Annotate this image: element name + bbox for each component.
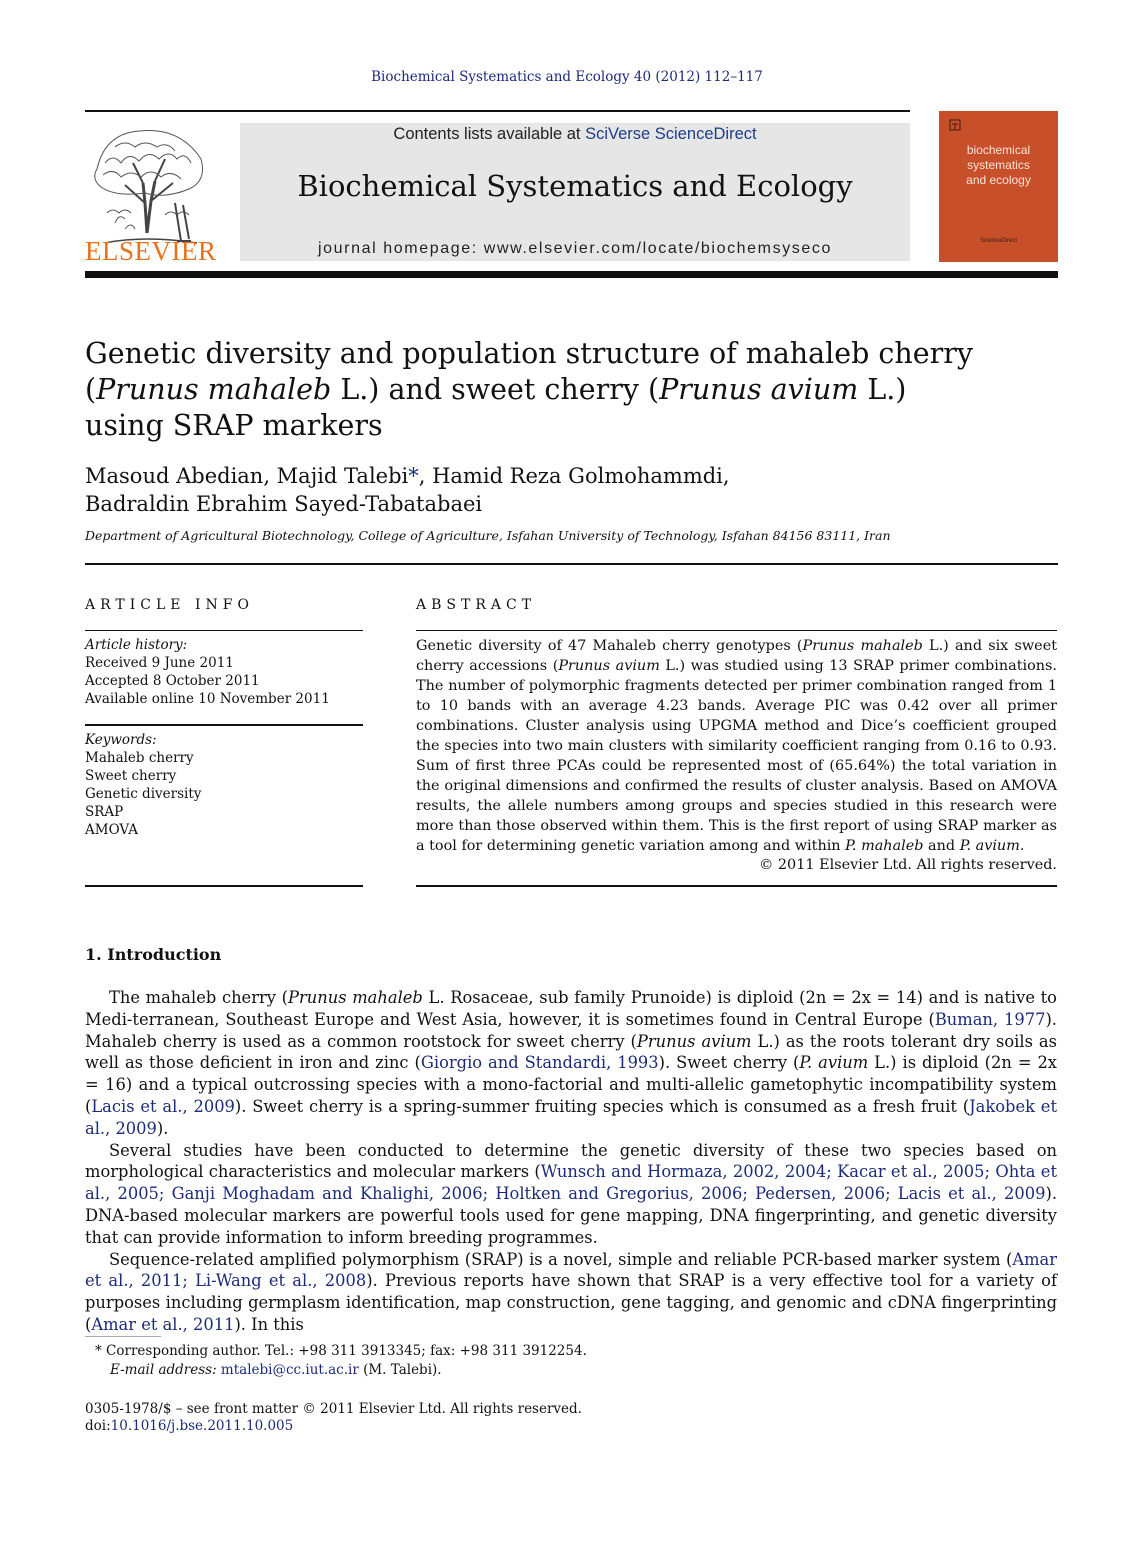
abstract-copyright: © 2011 Elsevier Ltd. All rights reserved. — [758, 857, 1057, 873]
text-run: ). Sweet cherry ( — [658, 1053, 800, 1073]
keyword: Sweet cherry — [85, 768, 177, 784]
title-text: L.) — [858, 373, 907, 406]
affiliation: Department of Agricultural Biotechnology, College of Agriculture, Isfahan University of Technology, Isfahan 84156 83111, Iran — [85, 528, 891, 543]
author-list — [85, 462, 985, 518]
paragraph — [85, 1249, 1057, 1336]
abstract-bottom-rule — [416, 885, 1057, 887]
citation-link[interactable]: Amar et al., 2011; Li-Wang et al., 2008 — [85, 1249, 1057, 1291]
doi-label: doi: — [85, 1418, 111, 1434]
cover-footer: ScienceDirect — [979, 238, 1017, 244]
citation-link[interactable]: Giorgio and Standardi, 1993 — [420, 1053, 659, 1073]
species-name: P. mahaleb — [845, 838, 924, 854]
abstract-heading: ABSTRACT — [416, 597, 537, 613]
citation-link[interactable]: Lacis et al., 2009 — [91, 1096, 235, 1116]
sciencedirect-link[interactable]: SciVerse ScienceDirect — [585, 125, 757, 143]
title-line: using SRAP markers — [85, 409, 383, 442]
running-head[interactable]: Biochemical Systematics and Ecology 40 (2012) 112–117 — [371, 69, 763, 85]
info-rule — [85, 630, 363, 631]
citation-link[interactable]: Amar et al., 2011 — [91, 1314, 235, 1334]
cover-line: biochemical — [966, 143, 1031, 157]
keyword: SRAP — [85, 804, 124, 820]
species-name: P. avium — [799, 1053, 869, 1073]
top-rule — [85, 110, 910, 112]
species-name: Prunus mahaleb — [288, 988, 423, 1007]
paragraph — [85, 987, 1057, 1140]
abstract-rule — [416, 630, 1057, 631]
abstract-text — [416, 636, 1057, 856]
email-link[interactable]: mtalebi@cc.iut.ac.ir — [220, 1362, 359, 1378]
article-title — [85, 336, 985, 444]
section-rule — [85, 563, 1058, 565]
species-name: Prunus mahaleb — [96, 373, 332, 406]
species-name: P. avium — [959, 838, 1020, 854]
abstract-run: L.) was studied using 13 SRAP primer combinations. The number of polymorphic fragments detected per primer combination ranged from 1 to 10 bands with an average 4.23 bands. Average PIC was 0.42 over all primer combinations. Cluster analysis using UPGMA method and Dice’s coefficient grouped the species into two main clusters with similarity coefficient ranging from 0.16 to 0.93. Sum of first three PCAs could be represented most of (65.64%) the total variation in the original dimensions and confirmed the results of cluster analysis. Based on AMOVA results, the allele numbers among groups and species studied in this research were more than those observed within them. This is the first report of using SRAP marker as a tool for determining genetic variation among and within — [416, 658, 1057, 854]
text-run: L.) as the roots tolerant dry soils as well as those deficient in iron and zinc ( — [85, 1031, 1057, 1073]
species-name: Prunus avium — [659, 373, 859, 406]
text-run: ). Mahaleb cherry is used as a common rootstock for sweet cherry ( — [85, 1009, 1057, 1051]
paragraph — [85, 1140, 1057, 1249]
email-suffix: (M. Talebi). — [358, 1362, 442, 1378]
issn-line: 0305-1978/$ – see front matter © 2011 Elsevier Ltd. All rights reserved. — [85, 1401, 582, 1417]
species-name: Prunus avium — [558, 658, 660, 674]
contents-prefix: Contents lists available at — [393, 125, 586, 143]
history-item: Received 9 June 2011 — [85, 655, 234, 671]
cover-title — [939, 143, 1058, 188]
cover-tree-icon — [949, 119, 961, 131]
text-run: L.) is diploid (2n = 2x = 16) and a typical outcrossing species with a mono-factorial and multi-allelic gametophytic incompatibility system ( — [85, 1053, 1057, 1116]
keyword: AMOVA — [85, 822, 138, 838]
authors-text: , Hamid Reza Golmohammdi, — [418, 464, 730, 488]
journal-title: Biochemical Systematics and Ecology — [297, 169, 853, 203]
species-name: Prunus mahaleb — [802, 638, 923, 654]
history-label: Article history: — [85, 637, 188, 653]
footnote-marker: * — [95, 1343, 102, 1359]
journal-masthead — [240, 123, 910, 261]
citation-link[interactable]: Jakobek et al., 2009 — [85, 1096, 1057, 1138]
text-run: The mahaleb cherry ( — [109, 988, 288, 1007]
title-line: Genetic diversity and population structure of mahaleb cherry — [85, 337, 973, 370]
title-text: ( — [85, 373, 97, 406]
text-run: ). DNA-based molecular markers are powerful tools used for gene mapping, DNA fingerprinting, and genetic diversity that can provide information to inform breeding programmes. — [85, 1184, 1057, 1247]
cover-line: and ecology — [966, 173, 1031, 187]
history-item: Accepted 8 October 2011 — [85, 673, 260, 689]
authors-text: Masoud Abedian, Majid Talebi — [85, 464, 409, 488]
text-run: Several studies have been conducted to determine the genetic diversity of these two species based on morphological characteristics and molecular markers ( — [85, 1140, 1057, 1182]
abstract-run: Genetic diversity of 47 Mahaleb cherry genotypes ( — [416, 638, 803, 654]
keyword: Mahaleb cherry — [85, 750, 194, 766]
footnote — [95, 1342, 995, 1380]
introduction-body — [85, 987, 1057, 1336]
keywords — [85, 731, 363, 839]
article-info-heading: ARTICLE INFO — [85, 597, 254, 613]
article-history — [85, 636, 363, 708]
elsevier-wordmark: ELSEVIER — [85, 236, 217, 266]
history-item: Available online 10 November 2011 — [85, 691, 330, 707]
text-run: ). In this — [234, 1314, 304, 1334]
text-run: ). Previous reports have shown that SRAP is a very effective tool for a variety of purposes including germplasm identification, map construction, gene tagging, and genomic and cDNA fingerprinting ( — [85, 1271, 1057, 1334]
text-run: ). — [156, 1118, 169, 1138]
front-matter — [85, 1401, 985, 1435]
keywords-label: Keywords: — [85, 732, 157, 748]
masthead-rule — [85, 271, 1058, 278]
footnote-text: Corresponding author. Tel.: +98 311 3913345; fax: +98 311 3912254. — [101, 1343, 587, 1359]
info-bottom-rule — [85, 885, 363, 887]
footnote-rule — [85, 1336, 161, 1337]
introduction-heading: 1. Introduction — [85, 945, 222, 964]
authors-text: Badraldin Ebrahim Sayed-Tabatabaei — [85, 492, 483, 516]
abstract-run: and — [923, 838, 960, 854]
text-run: L. Rosaceae, sub family Prunoide) is diploid (2n = 2x = 14) and is native to Medi-terranean, Southeast Europe and West Asia, however, it is sometimes found in Central Europe ( — [85, 988, 1057, 1029]
contents-line — [240, 125, 910, 144]
text-run: ). Sweet cherry is a spring-summer fruiting species which is consumed as a fresh fruit ( — [234, 1096, 970, 1116]
corresponding-author-link[interactable]: * — [408, 464, 419, 488]
keyword: Genetic diversity — [85, 786, 202, 802]
title-text: L.) and sweet cherry ( — [331, 373, 660, 406]
citation-link[interactable]: Wunsch and Hormaza, 2002, 2004; Kacar et al., 2005; Ohta et al., 2005; Ganji Moghadam and Khalighi, 2006; Holtken and Gregorius, 2006; Pedersen, 2006; Lacis et al., 2009 — [85, 1162, 1057, 1204]
email-label: E-mail address: — [110, 1362, 221, 1378]
cover-line: systematics — [967, 158, 1030, 172]
doi-link[interactable]: 10.1016/j.bse.2011.10.005 — [110, 1418, 294, 1434]
abstract-run: L.) and six sweet cherry accessions ( — [416, 638, 1057, 674]
info-divider — [85, 724, 363, 726]
journal-homepage[interactable]: journal homepage: www.elsevier.com/locate/biochemsyseco — [318, 240, 832, 257]
species-name: Prunus avium — [636, 1031, 752, 1051]
citation-link[interactable]: Buman, 1977 — [934, 1009, 1046, 1029]
text-run: Sequence-related amplified polymorphism (SRAP) is a novel, simple and reliable PCR-based marker system ( — [109, 1249, 1013, 1269]
journal-cover-thumbnail[interactable] — [939, 111, 1058, 262]
abstract-run: . — [1019, 838, 1025, 854]
